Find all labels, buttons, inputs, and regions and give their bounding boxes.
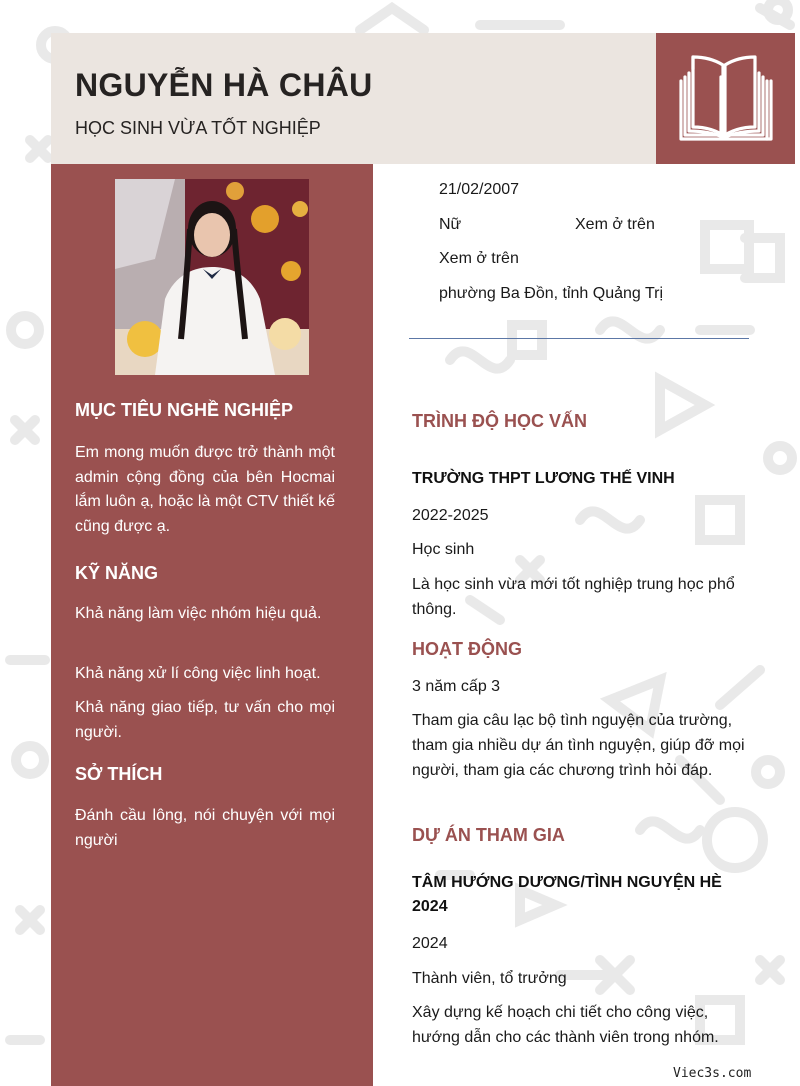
education-period: 2022-2025 <box>412 507 489 524</box>
activities-description: Tham gia câu lạc bộ tình nguyện của trường, tham gia nhiều dự án tình nguyện, giúp đỡ mọi người, tham gia các chương trình hỏi đáp. <box>412 712 745 779</box>
divider <box>409 338 749 339</box>
address: phường Ba Đồn, tỉnh Quảng Trị <box>439 285 663 302</box>
profile-photo <box>115 179 309 375</box>
school-name: TRƯỜNG THPT LƯƠNG THẾ VINH <box>412 470 675 487</box>
contact-see-above: Xem ở trên <box>575 216 655 233</box>
activities-title: HOẠT ĐỘNG <box>412 639 522 659</box>
logo-box <box>656 33 795 164</box>
header-banner <box>51 33 656 164</box>
objective-text: Em mong muốn được trở thành một admin cộng đồng của bên Hocmai lắm luôn ạ, hoặc là một CTV thiết kế cũng được ạ. <box>75 444 335 535</box>
skill-item: Khả năng giao tiếp, tư vấn cho mọi người. <box>75 699 335 741</box>
contact-see-above: Xem ở trên <box>439 250 519 267</box>
project-role: Thành viên, tổ trưởng <box>412 970 567 987</box>
project-year: 2024 <box>412 935 448 952</box>
gender: Nữ <box>439 216 462 233</box>
sidebar <box>51 164 373 1086</box>
skill-item: Khả năng xử lí công việc linh hoạt. <box>75 665 321 682</box>
watermark: Viec3s.com <box>673 1066 752 1081</box>
hobbies-title: SỞ THÍCH <box>75 764 163 784</box>
projects-title: DỰ ÁN THAM GIA <box>412 825 565 845</box>
skills-title: KỸ NĂNG <box>75 563 159 583</box>
candidate-subtitle: HỌC SINH VỪA TỐT NGHIỆP <box>75 118 321 138</box>
hobbies-text: Đánh cầu lông, nói chuyện với mọi người <box>75 807 335 849</box>
activities-period: 3 năm cấp 3 <box>412 678 501 695</box>
project-name: TÂM HƯỚNG DƯƠNG/TÌNH NGUYỆN HÈ 2024 <box>412 874 722 915</box>
skill-item: Khả năng làm việc nhóm hiệu quả. <box>75 605 322 622</box>
candidate-name: NGUYỄN HÀ CHÂU <box>75 67 373 103</box>
education-description: Là học sinh vừa mới tốt nghiệp trung học phổ thông. <box>412 576 735 618</box>
education-role: Học sinh <box>412 541 475 558</box>
project-description: Xây dựng kế hoạch chi tiết cho công việc, hướng dẫn cho các thành viên trong nhóm. <box>412 1004 719 1046</box>
objective-title: MỤC TIÊU NGHỀ NGHIỆP <box>75 400 294 420</box>
date-of-birth: 21/02/2007 <box>439 181 520 198</box>
open-book-icon <box>679 51 773 143</box>
education-title: TRÌNH ĐỘ HỌC VẤN <box>412 411 587 431</box>
